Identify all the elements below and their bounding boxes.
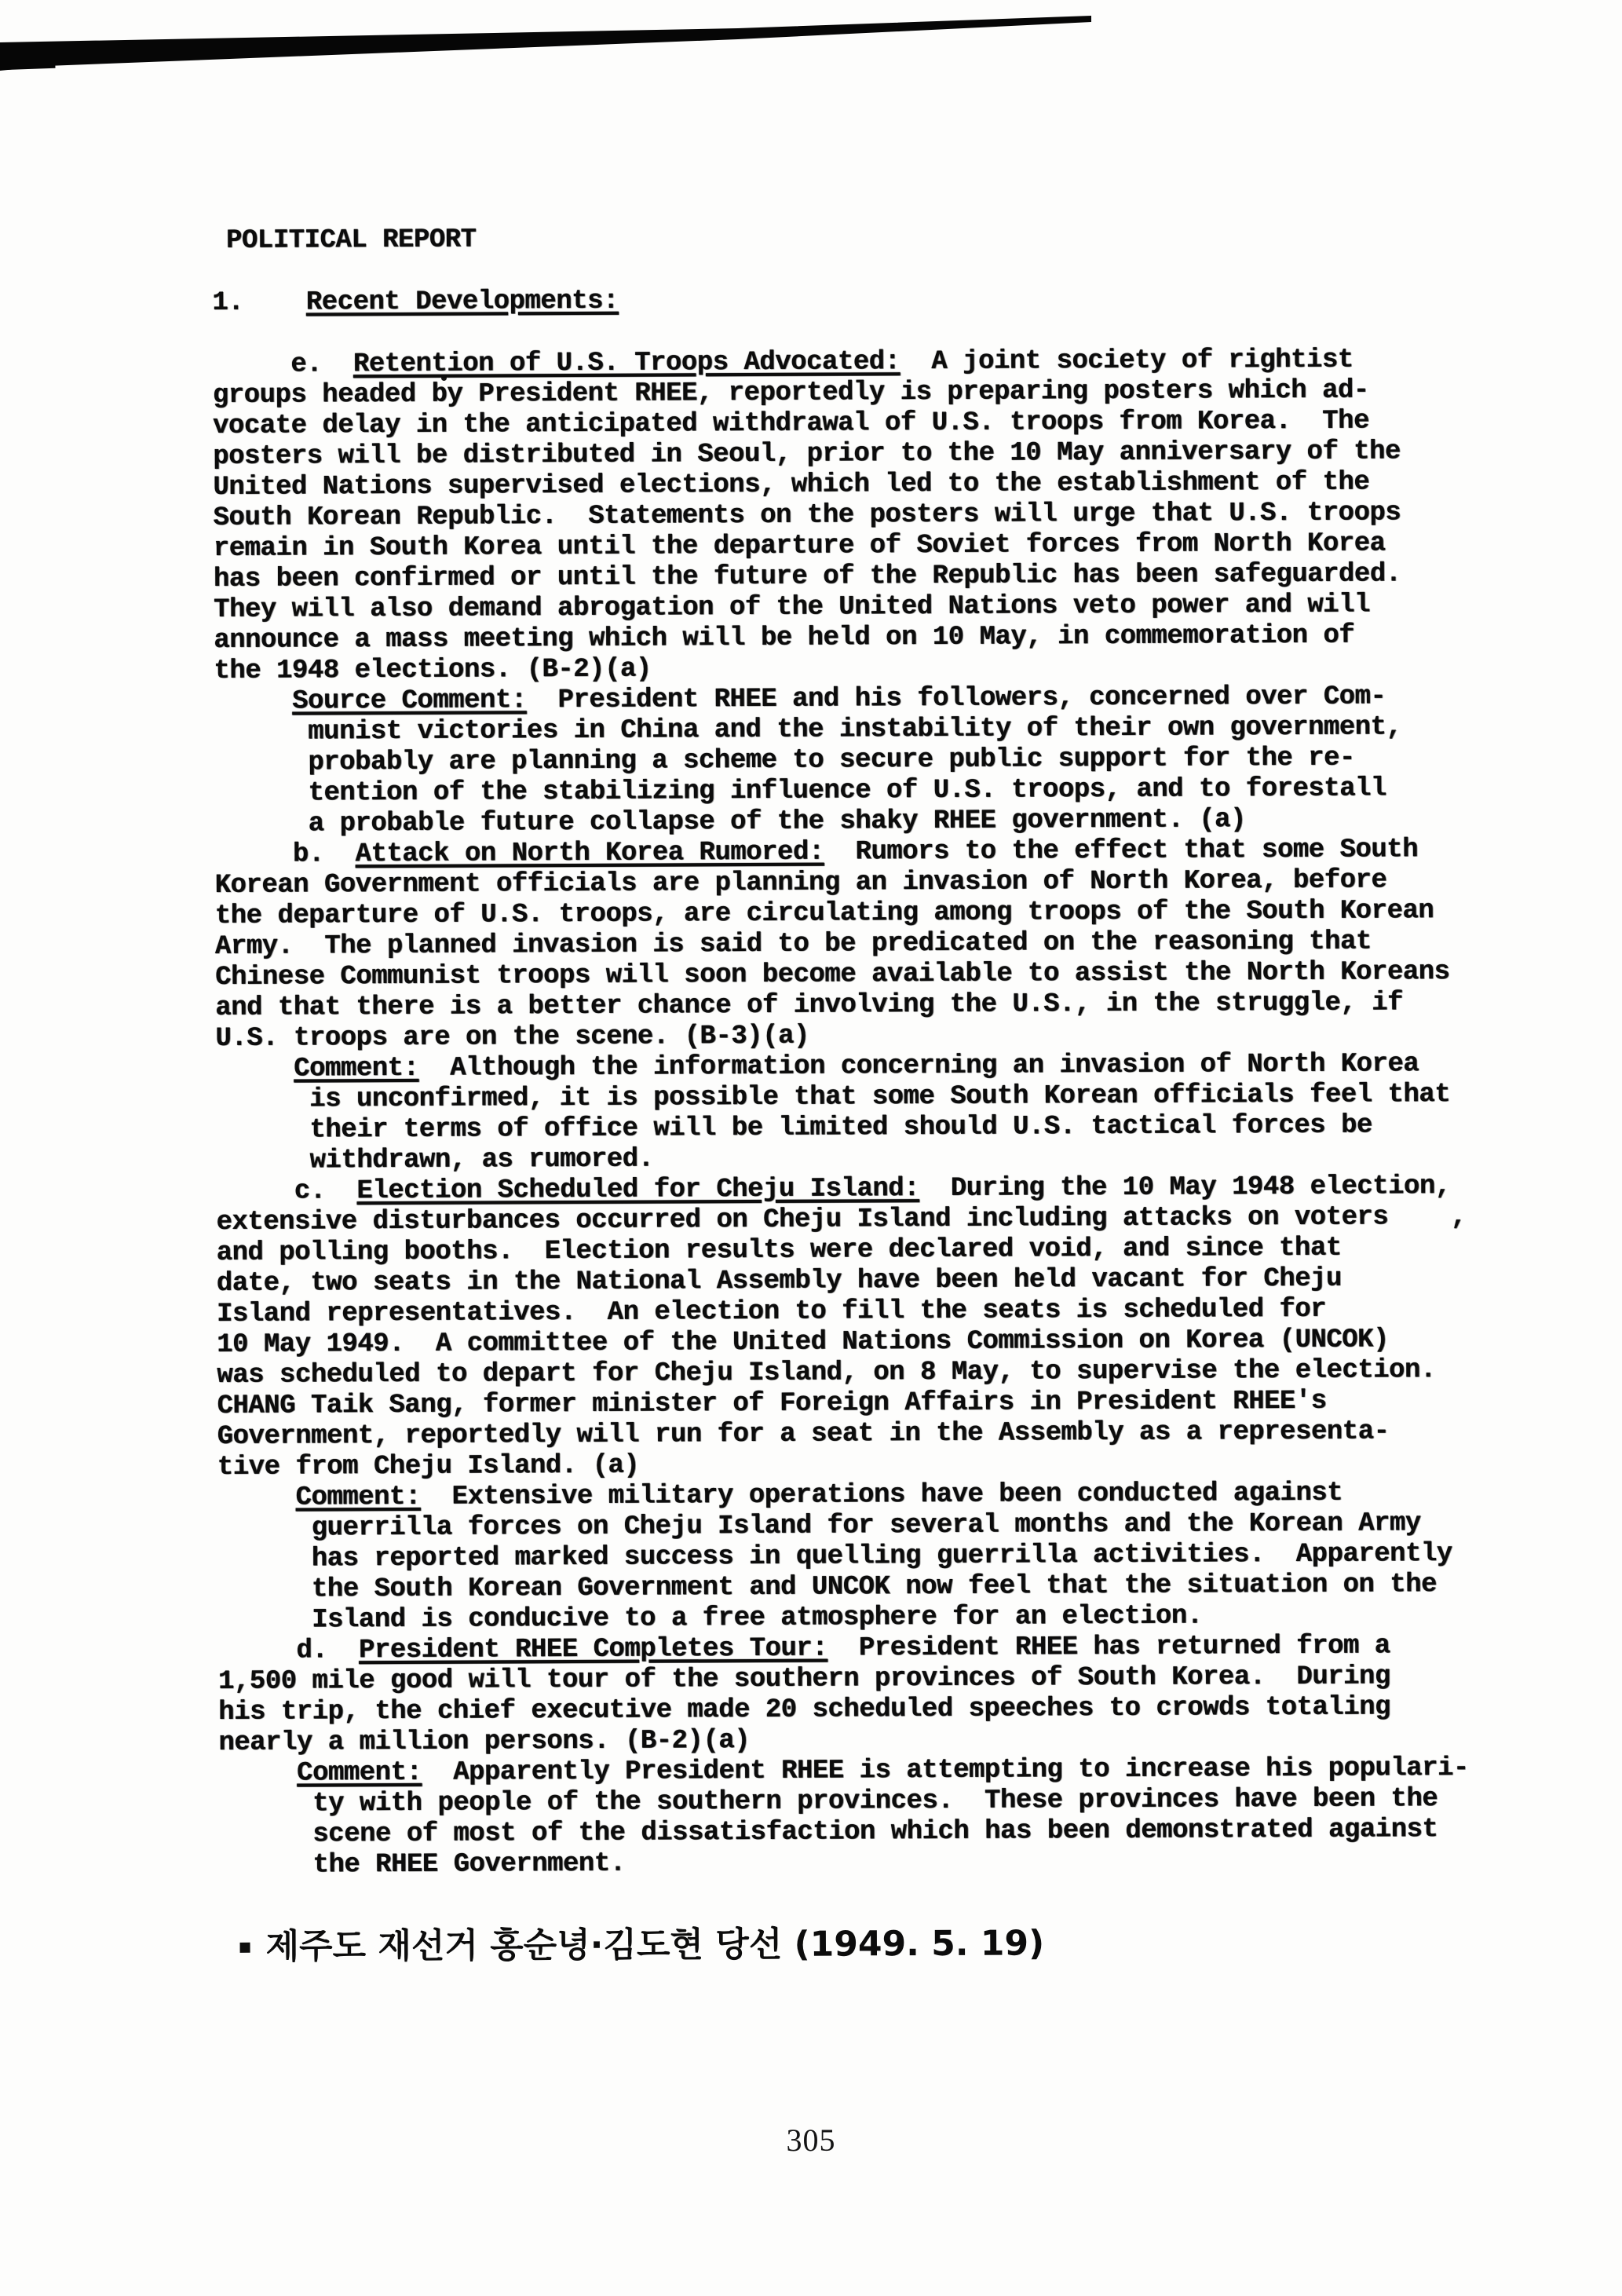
text-line: Source Comment: President RHEE and his followers, concerned over Com- [292, 682, 1386, 717]
text-line: c. Election Scheduled for Cheju Island: During the 10 May 1948 election, [216, 1172, 1451, 1207]
text-line: Island representatives. An election to fill the seats is scheduled for [216, 1294, 1327, 1329]
text-line: 10 May 1949. A committee of the United Nations Commission on Korea (UNCOK) [217, 1325, 1390, 1360]
text-line: the departure of U.S. troops, are circulating among troops of the South Korean [214, 896, 1434, 931]
text-line: nearly a million persons. (B-2)(a) [218, 1726, 751, 1758]
text-line: Island is conducive to a free atmosphere for an election. [217, 1601, 1203, 1636]
report-title: POLITICAL REPORT [225, 225, 477, 256]
text-line: extensive disturbances occurred on Cheju Island including attacks on voters , [216, 1202, 1467, 1238]
text-line: guerrilla forces on Cheju Island for several months and the Korean Army [217, 1508, 1421, 1544]
text-line: CHANG Taik Sang, former minister of Foreign Affairs in President RHEE's [217, 1386, 1327, 1421]
text-line: 1,500 mile good will tour of the southern provinces of South Korea. During [218, 1662, 1390, 1697]
scan-artifact-mark [0, 0, 1115, 94]
text-line: and polling booths. Election results were declared void, and since that [216, 1233, 1342, 1268]
text-line: United Nations supervised elections, which led to the establishment of the [213, 467, 1370, 503]
text-line: the 1948 elections. (B-2)(a) [214, 654, 652, 686]
text-line: U.S. troops are on the scene. (B-3)(a) [215, 1021, 809, 1054]
text-line: probably are planning a scheme to secure public support for the re- [214, 743, 1356, 778]
text-line: munist victories in China and the instability of their own government, [214, 712, 1402, 748]
annotation-text: 제주도 재선거 홍순녕·김도현 당선 (1949. 5. 19) [265, 1923, 1045, 1967]
text-line: his trip, the chief executive made 20 scheduled speeches to crowds totaling [218, 1692, 1391, 1727]
text-line: scene of most of the dissatisfaction which has been demonstrated against [218, 1815, 1438, 1850]
text-line: They will also demand abrogation of the United Nations veto power and will [214, 590, 1371, 625]
text-line: b. Attack on North Korea Rumored: Rumors to the effect that some South [214, 835, 1419, 870]
page-number: 305 [786, 2122, 836, 2158]
text-line: withdrawn, as rumored. [216, 1144, 654, 1176]
text-line: d. President RHEE Completes Tour: President RHEE has returned from a [217, 1631, 1390, 1666]
text-line: vocate delay in the anticipated withdrawal of U.S. troops from Korea. The [213, 406, 1370, 441]
text-line: Korean Government officials are planning an invasion of North Korea, before [214, 865, 1387, 901]
text-line: ty with people of the southern provinces. These provinces have been the [218, 1784, 1438, 1819]
text-line: announce a mass meeting which will be held on 10 May, in commemoration of [214, 620, 1355, 656]
report-document [212, 221, 1470, 1968]
text-line: tention of the stabilizing influence of U.S. troops, and to forestall [214, 773, 1386, 809]
text-line: Government, reportedly will run for a seat in the Assembly as a representa- [217, 1417, 1390, 1452]
text-line: Comment: Extensive military operations have been conducted against [295, 1478, 1343, 1513]
text-line: was scheduled to depart for Cheju Island, on 8 May, to supervise the election. [217, 1355, 1436, 1391]
text-line: the South Korean Government and UNCOK now feel that the situation on the [217, 1570, 1438, 1605]
report-body [212, 283, 1469, 1881]
text-line: tive from Cheju Island. (a) [217, 1450, 640, 1483]
text-line: is unconfirmed, it is possible that some South Korean officials feel that [215, 1080, 1451, 1115]
text-line: date, two seats in the National Assembly have been held vacant for Cheju [216, 1263, 1342, 1299]
text-line: a probable future collapse of the shaky RHEE government. (a) [214, 805, 1247, 839]
text-line: Comment: Apparently President RHEE is attempting to increase his populari- [297, 1753, 1469, 1789]
text-line: and that there is a better chance of involving the U.S., in the struggle, if [215, 988, 1404, 1023]
text-line: Army. The planned invasion is said to be predicated on the reasoning that [214, 927, 1372, 962]
bullet-square-icon [240, 1942, 250, 1952]
text-line: groups headed by President RHEE, reportedly is preparing posters which ad- [212, 375, 1369, 411]
text-line: has been confirmed or until the future of the Republic has been safeguarded. [213, 559, 1401, 594]
text-line: the RHEE Government. [219, 1848, 626, 1881]
text-line: South Korean Republic. Statements on the posters will urge that U.S. troops [213, 498, 1401, 533]
text-line: remain in South Korea until the departure of Soviet forces from North Korea [213, 528, 1386, 564]
text-line: Chinese Communist troops will soon become available to assist the North Koreans [215, 957, 1450, 993]
text-line: Comment: Although the information concerning an invasion of North Korea [294, 1049, 1419, 1084]
text-line: e. Retention of U.S. Troops Advocated: A joint society of rightist [212, 345, 1353, 380]
text-line: their terms of office will be limited should U.S. tactical forces be [215, 1110, 1372, 1146]
annotation-korean [239, 1921, 1470, 1968]
text-line: 1. Recent Developments: [212, 286, 619, 318]
text-line: posters will be distributed in Seoul, prior to the 10 May anniversary of the [213, 437, 1401, 472]
text-line: has reported marked success in quelling guerrilla activities. Apparently [217, 1539, 1452, 1574]
